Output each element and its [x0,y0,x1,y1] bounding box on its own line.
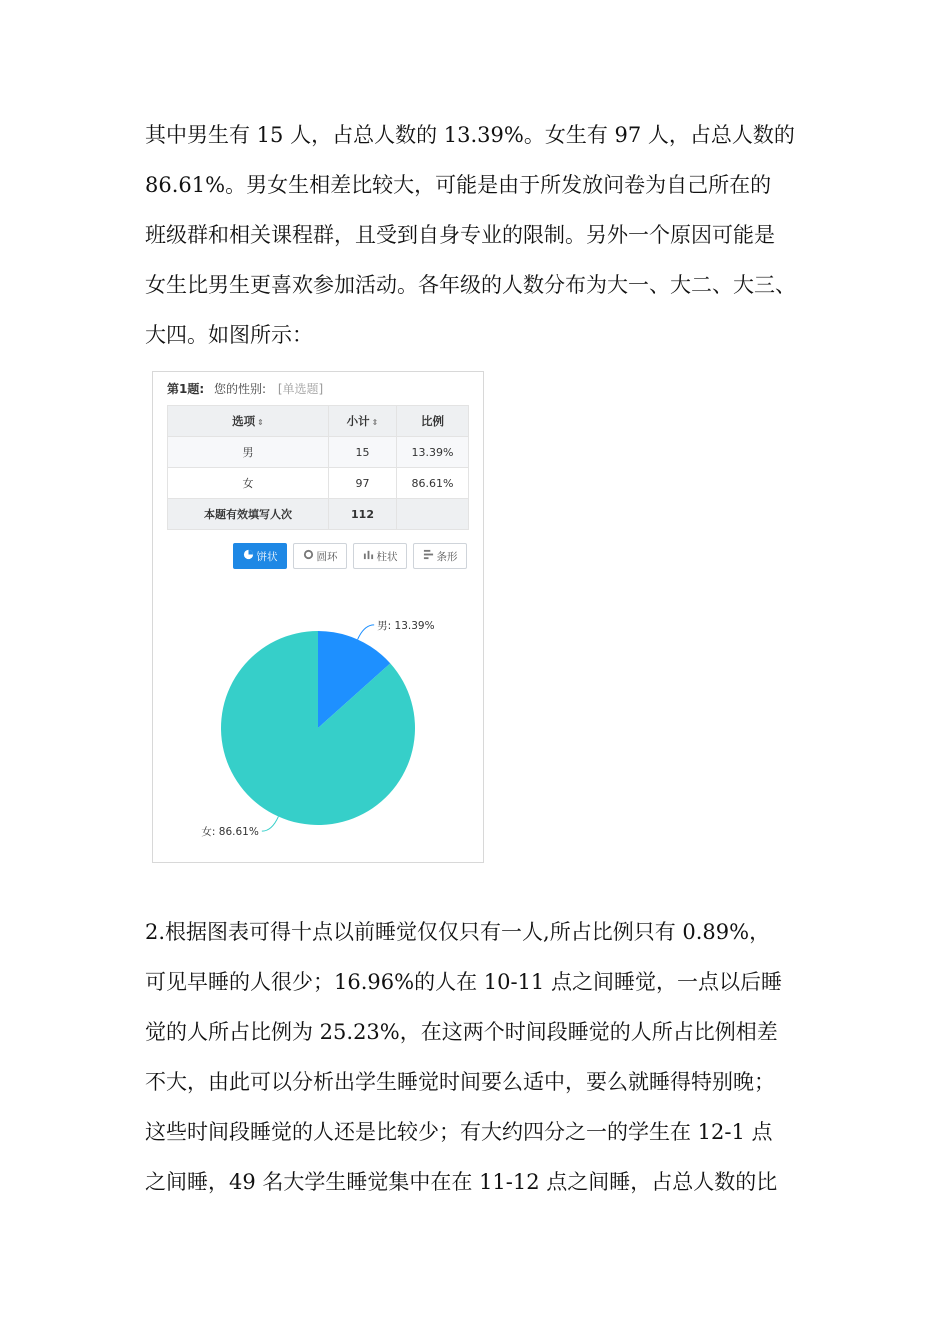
tab-label: 条形 [436,550,458,563]
text-line: 2.根据图表可得十点以前睡觉仅仅只有一人,所占比例只有 0.89%， [145,920,771,944]
text-line: 不大，由此可以分析出学生睡觉时间要么适中，要么就睡得特别晚； [145,1070,775,1094]
total-label: 本题有效填写人次 [168,499,329,530]
text-line: 可见早睡的人很少；16.96%的人在 10-11 点之间睡觉，一点以后睡 [145,970,782,994]
survey-result-card [152,371,484,863]
pie-slice-label: 男: 13.39% [377,619,435,632]
label-leader-line [262,817,279,832]
text-line: 班级群和相关课程群，且受到自身专业的限制。另外一个原因可能是 [145,223,775,247]
cell-ratio: 13.39% [397,437,469,468]
tab-donut[interactable] [293,543,347,569]
total-value: 112 [329,499,397,530]
text-line: 觉的人所占比例为 25.23%，在这两个时间段睡觉的人所占比例相差 [145,1020,778,1044]
table-total-row [168,499,469,530]
tab-label: 圆环 [316,550,338,563]
text-line: 之间睡，49 名大学生睡觉集中在在 11-12 点之间睡，占总人数的比 [145,1170,778,1194]
column-header-ratio: 比例 [397,406,469,437]
table-header-row [168,406,469,437]
total-empty-cell [397,499,469,530]
tab-label: 柱状 [376,550,398,563]
table-row [168,468,469,499]
tab-pie[interactable] [233,543,287,569]
sort-icon[interactable]: ⇕ [257,418,264,427]
cell-count: 97 [329,468,397,499]
donut-icon [303,549,314,563]
text-line: 86.61%。男女生相差比较大，可能是由于所发放问卷为自己所在的 [145,173,772,197]
pie-icon [243,549,254,563]
tab-label: 饼状 [256,550,278,563]
column-header-option[interactable]: 选项 ⇕ [168,406,329,437]
question-number: 第1题: [167,382,205,396]
pie-slice-label: 女: 86.61% [201,826,259,839]
tab-horizontal-bar[interactable] [413,543,467,569]
cell-ratio: 86.61% [397,468,469,499]
text-line: 大四。如图所示： [145,323,313,347]
table-row [168,437,469,468]
sort-icon[interactable]: ⇕ [371,418,379,427]
question-text: 您的性别: [213,382,267,396]
paragraph-2 [145,907,815,1207]
cell-option: 女 [168,468,329,499]
bar-icon [363,549,374,563]
cell-option: 男 [168,437,329,468]
results-table [167,405,469,530]
question-type: [单选题] [277,382,324,396]
cell-count: 15 [329,437,397,468]
chart-type-tabs [233,543,467,569]
horizontal-bar-icon [423,549,434,563]
paragraph-1 [145,110,815,360]
pie-chart [153,582,483,852]
text-line: 这些时间段睡觉的人还是比较少；有大约四分之一的学生在 12-1 点 [145,1120,773,1144]
text-line: 其中男生有 15 人，占总人数的 13.39%。女生有 97 人，占总人数的 [145,123,795,147]
text-line: 女生比男生更喜欢参加活动。各年级的人数分布为大一、大二、大三、 [145,273,796,297]
tab-bar[interactable] [353,543,407,569]
label-leader-line [358,625,375,640]
column-header-count[interactable]: 小计 ⇕ [329,406,397,437]
question-header [167,380,323,397]
